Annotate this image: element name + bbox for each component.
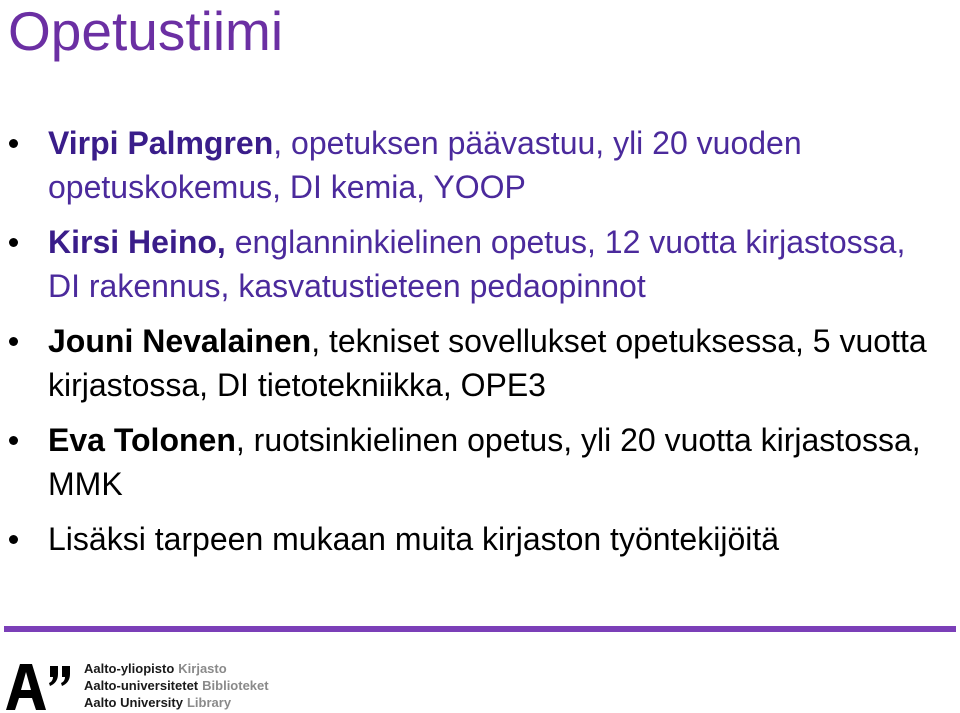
bullet-dot-icon: [9, 139, 18, 148]
bullet-dot-icon: [9, 238, 18, 247]
bullet-lead: Eva Tolonen: [48, 422, 236, 458]
logo-line: [84, 694, 269, 711]
bullet-lead: Kirsi Heino,: [48, 224, 226, 260]
bullet-text: , ruotsinkielinen opetus, yli 20 vuotta kirjastossa, MMK: [48, 422, 921, 502]
bullet-item-virpi-palmgren: [0, 121, 940, 209]
bullet-item-jouni-nevalainen: [0, 319, 940, 407]
bullet-item-lisaksi: [0, 517, 940, 561]
logo-university-name: Aalto-yliopisto: [84, 661, 175, 676]
logo-unit-name: Kirjasto: [178, 661, 227, 676]
logo-unit-name: Library: [186, 695, 232, 710]
bullet-lead: Virpi Palmgren: [48, 125, 274, 161]
aalto-logo-icon: [6, 662, 76, 712]
footer-logo-text: [84, 660, 269, 711]
bullet-list: [0, 121, 940, 572]
logo-line: [84, 660, 269, 677]
bullet-item-kirsi-heino: [0, 220, 940, 308]
bullet-text: , tekniset sovellukset opetuksessa, 5 vuotta kirjastossa, DI tietotekniikka, OPE3: [48, 323, 927, 403]
logo-line: [84, 677, 269, 694]
logo-unit-name: Biblioteket: [202, 678, 269, 693]
bullet-text: , opetuksen päävastuu, yli 20 vuoden opetuskokemus, DI kemia, YOOP: [48, 125, 802, 205]
bullet-text: englanninkielinen opetus, 12 vuotta kirjastossa, DI rakennus, kasvatustieteen pedaopinnot: [48, 224, 906, 304]
logo-university-name: Aalto-universitetet: [84, 678, 199, 693]
bullet-item-eva-tolonen: [0, 418, 940, 506]
slide-title: Opetustiimi: [8, 0, 284, 62]
footer-divider: [4, 626, 956, 632]
bullet-dot-icon: [9, 436, 18, 445]
bullet-lead: Jouni Nevalainen: [48, 323, 312, 359]
bullet-dot-icon: [9, 337, 18, 346]
bullet-text: Lisäksi tarpeen mukaan muita kirjaston työntekijöitä: [48, 521, 780, 557]
logo-university-name: Aalto University: [84, 695, 183, 710]
bullet-dot-icon: [9, 535, 18, 544]
